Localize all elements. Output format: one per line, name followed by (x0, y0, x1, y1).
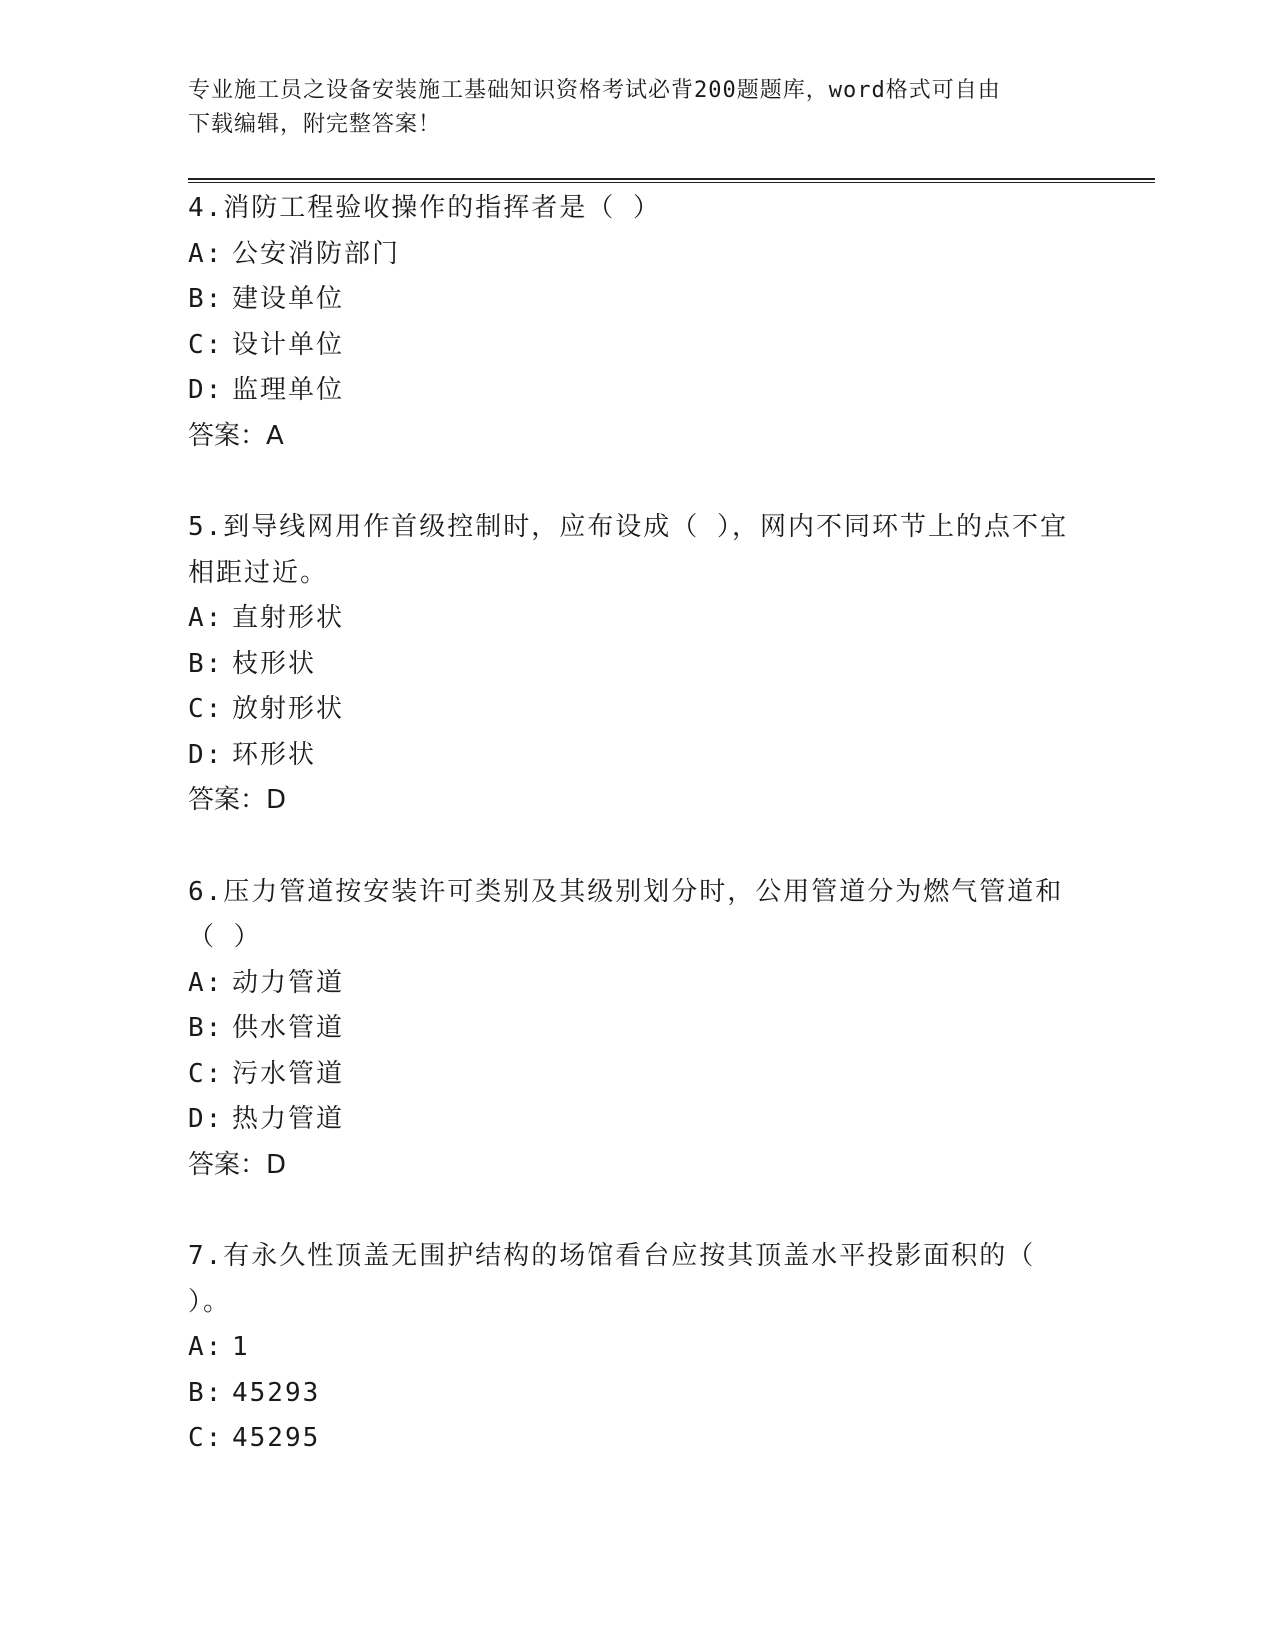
option-b (188, 277, 1088, 323)
option-key: A: (188, 967, 224, 998)
option-text: 45293 (232, 1377, 321, 1408)
question-spacer (188, 824, 1088, 870)
question-5 (188, 505, 1088, 824)
option-a (188, 961, 1088, 1007)
option-text: 动力管道 (232, 967, 345, 998)
option-text: 公安消防部门 (232, 238, 401, 269)
option-key: B: (188, 1013, 224, 1043)
option-c (188, 323, 1088, 369)
option-b (188, 1371, 1088, 1417)
header-divider (188, 178, 1155, 183)
option-a (188, 1325, 1088, 1371)
option-key: A: (188, 238, 224, 269)
option-key: D: (188, 375, 224, 405)
option-text: 环形状 (232, 739, 317, 770)
option-a (188, 596, 1088, 642)
option-key: B: (188, 284, 224, 314)
option-text: 45295 (232, 1423, 321, 1453)
question-stem: 4.消防工程验收操作的指挥者是（ ） (188, 193, 661, 223)
option-c (188, 1052, 1088, 1098)
option-d (188, 733, 1088, 779)
option-text: 1 (232, 1332, 250, 1362)
option-text: 监理单位 (232, 375, 345, 405)
answer-line: 答案：D (188, 785, 287, 815)
header-line-2: 下载编辑，附完整答案！ (188, 112, 442, 137)
option-text: 供水管道 (232, 1013, 345, 1043)
option-key: D: (188, 739, 224, 770)
question-spacer (188, 459, 1088, 505)
option-key: B: (188, 1377, 224, 1408)
option-text: 设计单位 (232, 329, 345, 360)
option-text: 放射形状 (232, 694, 345, 724)
question-6 (188, 870, 1088, 1189)
option-c (188, 687, 1088, 733)
question-stem: 5.到导线网用作首级控制时，应布设成（ ），网内不同环节上的点不宜相距过近。 (188, 512, 1068, 588)
header-line-1: 专业施工员之设备安装施工基础知识资格考试必背200题题库，word格式可自由 (188, 78, 1001, 103)
question-stem: 6.压力管道按安装许可类别及其级别划分时，公用管道分为燃气管道和（ ） (188, 876, 1064, 952)
option-text: 污水管道 (232, 1058, 345, 1089)
option-text: 枝形状 (232, 648, 317, 679)
question-spacer (188, 1188, 1088, 1234)
option-text: 建设单位 (232, 284, 345, 314)
answer-line: 答案：D (188, 1149, 287, 1180)
question-7 (188, 1234, 1088, 1462)
option-a (188, 232, 1088, 278)
question-list (188, 186, 1088, 1462)
option-text: 热力管道 (232, 1104, 345, 1134)
option-d (188, 1097, 1088, 1143)
option-c (188, 1416, 1088, 1462)
option-d (188, 368, 1088, 414)
question-4 (188, 186, 1088, 459)
option-key: C: (188, 1058, 224, 1089)
answer-line: 答案：A (188, 420, 284, 451)
option-text: 直射形状 (232, 603, 345, 633)
option-key: A: (188, 603, 224, 633)
option-b (188, 1006, 1088, 1052)
option-key: D: (188, 1104, 224, 1134)
question-stem: 7.有永久性顶盖无围护结构的场馆看台应按其顶盖水平投影面积的（ ）。 (188, 1241, 1036, 1317)
option-key: B: (188, 648, 224, 679)
option-key: C: (188, 329, 224, 360)
option-key: C: (188, 694, 224, 724)
option-key: A: (188, 1332, 224, 1362)
document-header (188, 74, 1088, 142)
option-b (188, 642, 1088, 688)
option-key: C: (188, 1423, 224, 1453)
